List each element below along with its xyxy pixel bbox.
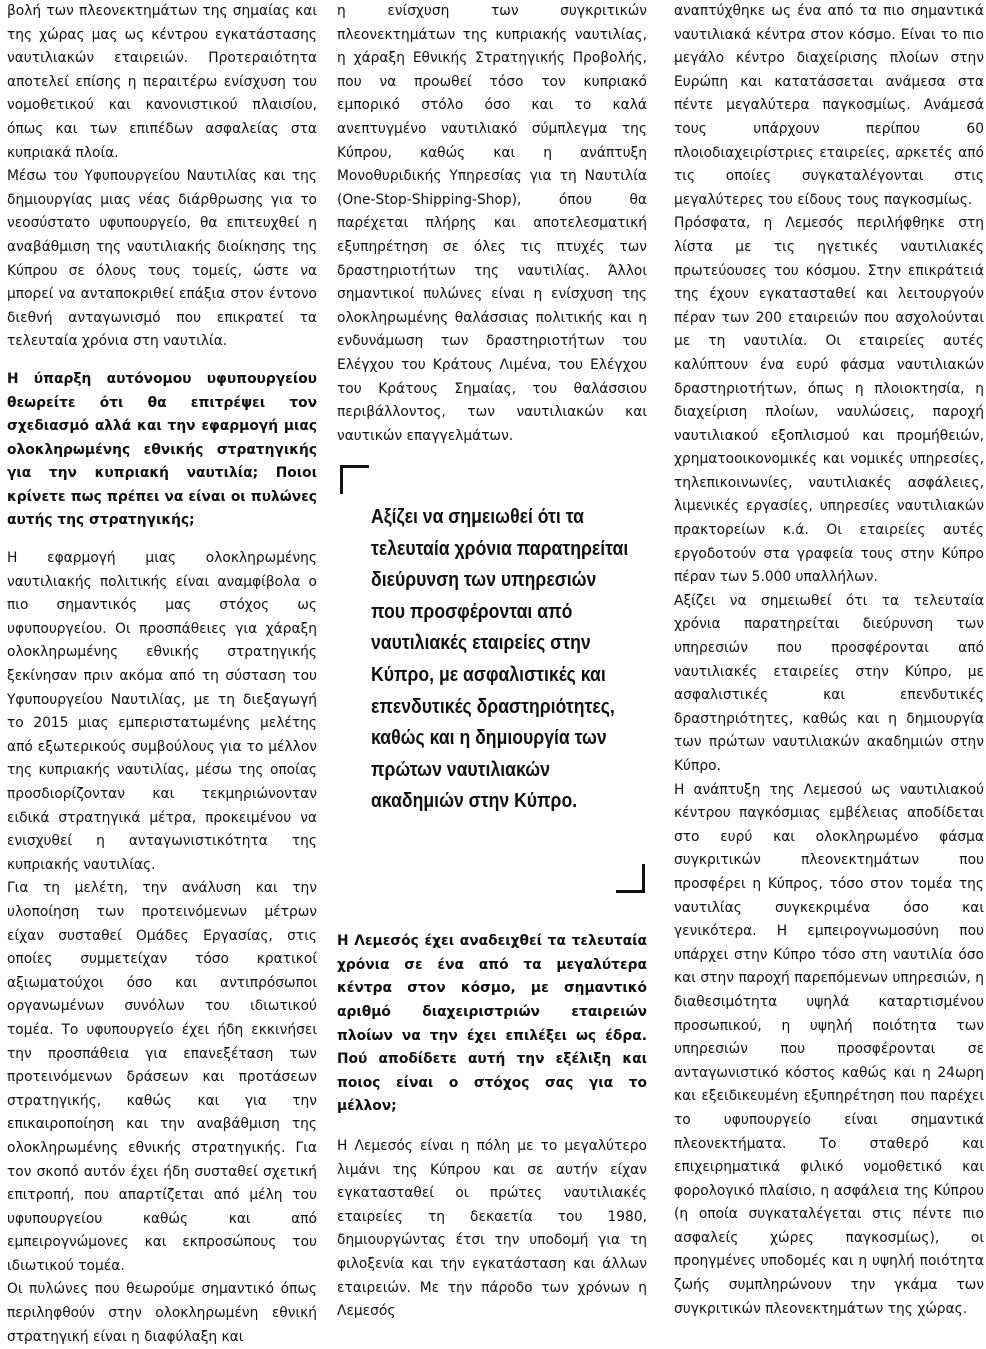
column-right: [674, 0, 984, 1321]
interview-question: Η ύπαρξη αυτόνομου υφυπουργείου θεωρείτε ότι θα επιτρέψει τον σχεδιασμό αλλά και την εφαρμογή μιας ολοκληρωμένης εθνικής στρατηγικής για την κυπριακή ναυτιλία; Ποιοι κρίνετε πως πρέπει να είναι οι πυλώνες αυτής της στρατηγικής;: [7, 370, 317, 529]
quote-bracket-bottom-right: [616, 864, 645, 893]
column-left: [7, 0, 317, 1349]
quote-bracket-top-left: [340, 465, 369, 494]
paragraph: Η ανάπτυξη της Λεμεσού ως ναυτιλιακού κέντρου παγκόσμιας εμβέλειας αποδίδεται στο ευρύ και ολοκληρωμένο φάσμα συγκριτικών πλεονεκτημάτων που προσφέρει η Κύπρος, τόσο στον τομέα της ναυτιλίας συγκεκριμένα όσο και γενικότερα. Η εμπειρογνωμοσύνη που υπάρχει στην Κύπρο τόσο στη ναυτιλία όσο και στην παροχή παρεπόμενων υπηρεσιών, η διαθεσιμότητα υψηλά καταρτισμένου προσωπικού, η υψηλή ποιότητα των υπηρεσιών που προσφέρονται σε ανταγωνιστικό κόστος καθώς και η 24ωρη και εξειδικευμένη εξυπηρέτηση που παρέχει το υφυπουργείο είναι σημαντικά πλεονεκτήματα. Το σταθερό και επιχειρηματικά φιλικό νομοθετικό και φορολογικό πλαίσιο, η ασφάλεια της Κύπρου (η οποία συγκαταλέγεται στις πέντε πιο ασφαλείς χώρες παγκοσμίως), οι προηγμένες υποδομές και η υψηλή ποιότητα ζωής συμπληρώνουν την γκάμα των συγκριτικών πλεονεκτημάτων της χώρας.: [674, 781, 984, 1317]
interview-question: Η Λεμεσός έχει αναδειχθεί τα τελευταία χρόνια σε ένα από τα μεγαλύτερα κέντρα στον κόσμο, με σημαντικό αριθμό διαχειριστριών εταιρειών πλοίων να την έχει επιλέξει ως έδρα. Πού αποδίδετε αυτή την εξέλιξη και ποιος είναι ο στόχος σας για το μέλλον;: [337, 933, 647, 1115]
paragraph: αναπτύχθηκε ως ένα από τα πιο σημαντικά ναυτιλιακά κέντρα στον κόσμο. Είναι το πιο μεγάλο κέντρο διαχείρισης πλοίων στην Ευρώπη και κατατάσσεται ανάμεσα στα πέντε μεγαλύτερα παγκοσμίως. Ανάμεσά τους υπάρχουν περίπου 60 πλοιοδιαχειρίστριες εταιρείες, αρκετές από τις οποίες συγκαταλέγονται στις μεγαλύτερες του είδους τους παγκοσμίως.: [674, 3, 984, 208]
paragraph: Μέσω του Υφυπουργείου Ναυτιλίας και της δημιουργίας μιας νέας διάρθρωσης για το νεοσύστατο υφυπουργείο, θα επιτευχθεί η αναβάθμιση της ναυτιλιακής διοίκησης της Κύπρου σε όλους τους τομείς, ώστε να μπορεί να ανταποκριθεί επάξια στον έντονο διεθνή ανταγωνισμό που επικρατεί τα τελευταία χρόνια στη ναυτιλία.: [7, 168, 317, 350]
pull-quote: [337, 463, 647, 893]
paragraph: η ενίσχυση των συγκριτικών πλεονεκτημάτων της κυπριακής ναυτιλίας, η χάραξη Εθνικής Στρατηγικής Προβολής, που να προωθεί τόσο τον κυπριακό εμπορικό στόλο όσο και το καλά ανεπτυγμένο ναυτιλιακό σύμπλεγμα της Κύπρου, καθώς και η ανάπτυξη Μονοθυριδικής Υπηρεσίας για τη Ναυτιλία (One-Stop-Shipping-Shop), όπου θα παρέχεται πλήρης και αποτελεσματική εξυπηρέτηση σε όλες τις πτυχές των δραστηριοτήτων της ναυτιλίας. Άλλοι σημαντικοί πυλώνες είναι η ενίσχυση της ολοκληρωμένης θαλάσσιας πολιτικής και η ενδυνάμωση των δραστηριοτήτων του Ελέγχου του Κράτους Λιμένα, του Ελέγχου του Κράτους Σημαίας, του θαλάσσιου περιβάλλοντος, των ναυτιλιακών και ναυτικών επαγγελμάτων.: [337, 3, 647, 444]
paragraph: Για τη μελέτη, την ανάλυση και την υλοποίηση των προτεινόμενων μέτρων είχαν συσταθεί Ομάδες Εργασίας, στις οποίες συμμετείχαν τόσο κρατικοί αξιωματούχοι όσο και αντιπρόσωποι οργανωμένων συνόλων του ιδιωτικού τομέα. Το υφυπουργείο έχει ήδη εκκινήσει την προσπάθεια για επανεξέταση των προτεινόμενων δράσεων και προτάσεων στρατηγικής, καθώς και για την επικαιροποίηση και την αναβάθμιση της ολοκληρωμένης εθνικής στρατηγικής. Για τον σκοπό αυτόν έχει ήδη συσταθεί σχετική επιτροπή, που απαρτίζεται από μέλη του υφυπουργείου καθώς και από εμπειρογνώμονες και εκπροσώπους του ιδιωτικού τομέα.: [7, 880, 317, 1274]
pull-quote-text: Αξίζει να σημειωθεί ότι τα τελευταία χρόνια παρατηρείται διεύρυνση των υπηρεσιών που προσφέρονται από ναυτιλιακές εταιρείες στην Κύπρο, με ασφαλιστικές και επενδυτικές δραστηριότητες, καθώς και η δημιουργία των πρώτων ναυτιλιακών ακαδημιών στην Κύπρο.: [371, 505, 629, 813]
paragraph: βολή των πλεονεκτημάτων της σημαίας και της χώρας μας ως κέντρου εγκατάστασης ναυτιλιακών εταιρειών. Προτεραιότητα αποτελεί επίσης η περαιτέρω ενίσχυση του νομοθετικού και κανονιστικού πλαισίου, όπως και των επιπέδων ασφαλείας στα κυπριακά πλοία.: [7, 3, 317, 161]
paragraph: Αξίζει να σημειωθεί ότι τα τελευταία χρόνια παρατηρείται διεύρυνση των υπηρεσιών που προσφέρονται από ναυτιλιακές εταιρείες στην Κύπρο, με ασφαλιστικές και επενδυτικές δραστηριότητες, καθώς και η δημιουργία των πρώτων ναυτιλιακών ακαδημιών στην Κύπρο.: [674, 592, 984, 774]
paragraph: Η Λεμεσός είναι η πόλη με το μεγαλύτερο λιμάνι της Κύπρου και σε αυτήν είχαν εγκατασταθεί οι πρώτες ναυτιλιακές εταιρείες τη δεκαετία του 1980, δημιουργώντας έτσι την υποδομή για τη φιλοξενία και την εγκατάσταση και άλλων εταιρειών. Με την πάροδο των χρόνων η Λεμεσός: [337, 1138, 647, 1320]
paragraph: Οι πυλώνες που θεωρούμε σημαντικό όπως περιληφθούν στην ολοκληρωμένη εθνική στρατηγική είναι η διαφύλαξη και: [7, 1281, 317, 1345]
paragraph: Πρόσφατα, η Λεμεσός περιλήφθηκε στη λίστα με τις ηγετικές ναυτιλιακές πρωτεύουσες του κόσμου. Στην επικράτειά της έχουν εγκατασταθεί και λειτουργούν πέραν των 200 εταιρειών που ασχολούνται με τη ναυτιλία. Οι εταιρείες αυτές καλύπτουν ένα ευρύ φάσμα ναυτιλιακών δραστηριοτήτων, όπως η πλοιοκτησία, η διαχείριση πλοίων, ναυλώσεις, παροχή ναυτιλιακού εξοπλισμού και προμήθειών, χρηματοοικονομικές και νομικές υπηρεσίες, τηλεπικοινωνίες, ναυτιλιακές ασφάλειες, λιμενικές εργασίες, υπηρεσίες ναυτιλιακών πρακτορείων κ.ά. Οι εταιρείες αυτές εργοδοτούν στα γραφεία τους στην Κύπρο πέραν των 5.000 υπαλλήλων.: [674, 215, 984, 586]
paragraph: Η εφαρμογή μιας ολοκληρωμένης ναυτιλιακής πολιτικής είναι αναμφίβολα ο πιο σημαντικός μας στόχος ως υφυπουργείου. Οι προσπάθειες για χάραξη ολοκληρωμένης εθνικής στρατηγικής ξεκίνησαν πριν ακόμα από τη σύσταση του Υφυπουργείου Ναυτιλίας, με τη διεξαγωγή το 2015 μιας εμπεριστατωμένης μελέτης από εξωτερικούς συμβούλους για το μέλλον της κυπριακής ναυτιλίας, μέσω της οποίας προσδιορίζονταν και τεκμηριώνονταν ειδικά στρατηγικά μέτρα, προκειμένου να ενισχυθεί η ανταγωνιστικότητα της κυπριακής ναυτιλίας.: [7, 550, 317, 873]
